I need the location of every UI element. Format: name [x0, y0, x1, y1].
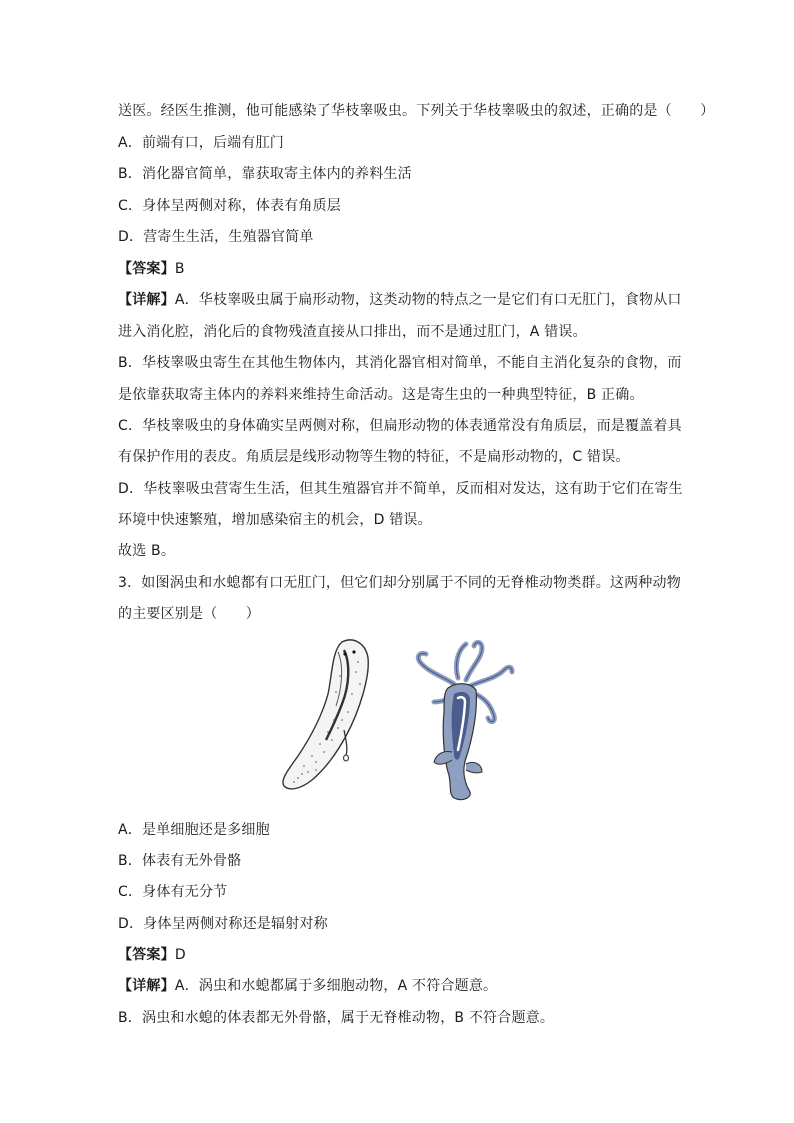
q3-figure — [276, 632, 526, 807]
q3-stem-line: 3．如图涡虫和水螅都有口无肛门，但它们却分别属于不同的无脊椎动物类群。这两种动物 — [118, 575, 681, 591]
q3-detail-line — [118, 976, 497, 996]
q2-answer-value: B — [174, 261, 185, 277]
q3-detail-label: 【详解】 — [118, 978, 175, 994]
q2-option-b: B．消化器官简单，靠获取寄主体内的养料生活 — [118, 166, 412, 182]
q2-answer — [118, 259, 185, 279]
q2-stem-tail: 送医。经医生推测，他可能感染了华枝睾吸虫。下列关于华枝睾吸虫的叙述，正确的是（ ） — [118, 103, 715, 119]
q2-detail-line: 有保护作用的表皮。角质层是线形动物等生物的特征，不是扁形动物的，C 错误。 — [118, 449, 630, 465]
q2-conclusion: 故选 B。 — [118, 543, 176, 559]
q2-detail-line: B．华枝睾吸虫寄生在其他生物体内，其消化器官相对简单，不能自主消化复杂的食物，而 — [118, 355, 682, 371]
q3-detail-line: B．涡虫和水螅的体表都无外骨骼，属于无脊椎动物，B 不符合题意。 — [118, 1010, 555, 1026]
q2-detail-text: A．华枝睾吸虫属于扁形动物，这类动物的特点之一是它们有口无肛门，食物从口 — [174, 292, 682, 308]
q2-detail-line — [118, 290, 682, 310]
q2-option-d: D．营寄生生活，生殖器官简单 — [118, 229, 314, 245]
q3-stem-line: 的主要区别是（ ） — [118, 606, 260, 622]
q2-detail-line: D．华枝睾吸虫营寄生生活，但其生殖器官并不简单，反而相对发达，这有助于它们在寄生 — [118, 481, 683, 497]
q3-answer-value: D — [174, 947, 186, 963]
q2-option-a: A．前端有口，后端有肛门 — [118, 135, 284, 151]
q2-detail-line: 是依靠获取寄主体内的养料来维持生命活动。这是寄生虫的一种典型特征，B 正确。 — [118, 387, 644, 403]
q2-detail-label: 【详解】 — [118, 292, 175, 308]
q3-option-c: C．身体有无分节 — [118, 884, 228, 900]
q3-answer — [118, 945, 186, 965]
q3-option-a: A．是单细胞还是多细胞 — [118, 822, 270, 838]
hydra-illustration — [418, 642, 512, 799]
q2-option-c: C．身体呈两侧对称，体表有角质层 — [118, 198, 341, 214]
q3-option-d: D．身体呈两侧对称还是辐射对称 — [118, 916, 328, 932]
q2-detail-line: C．华枝睾吸虫的身体确实呈两侧对称，但扁形动物的体表通常没有角质层，而是覆盖着具 — [118, 418, 682, 434]
q2-detail-line: 环境中快速繁殖，增加感染宿主的机会，D 错误。 — [118, 512, 432, 528]
q3-answer-label: 【答案】 — [118, 947, 175, 963]
q3-detail-text: A．涡虫和水螅都属于多细胞动物，A 不符合题意。 — [174, 978, 498, 994]
planarian-illustration — [283, 640, 368, 789]
q2-answer-label: 【答案】 — [118, 261, 175, 277]
q3-option-b: B．体表有无外骨骼 — [118, 853, 242, 869]
q2-detail-line: 进入消化腔，消化后的食物残渣直接从口排出，而不是通过肛门，A 错误。 — [118, 324, 587, 340]
